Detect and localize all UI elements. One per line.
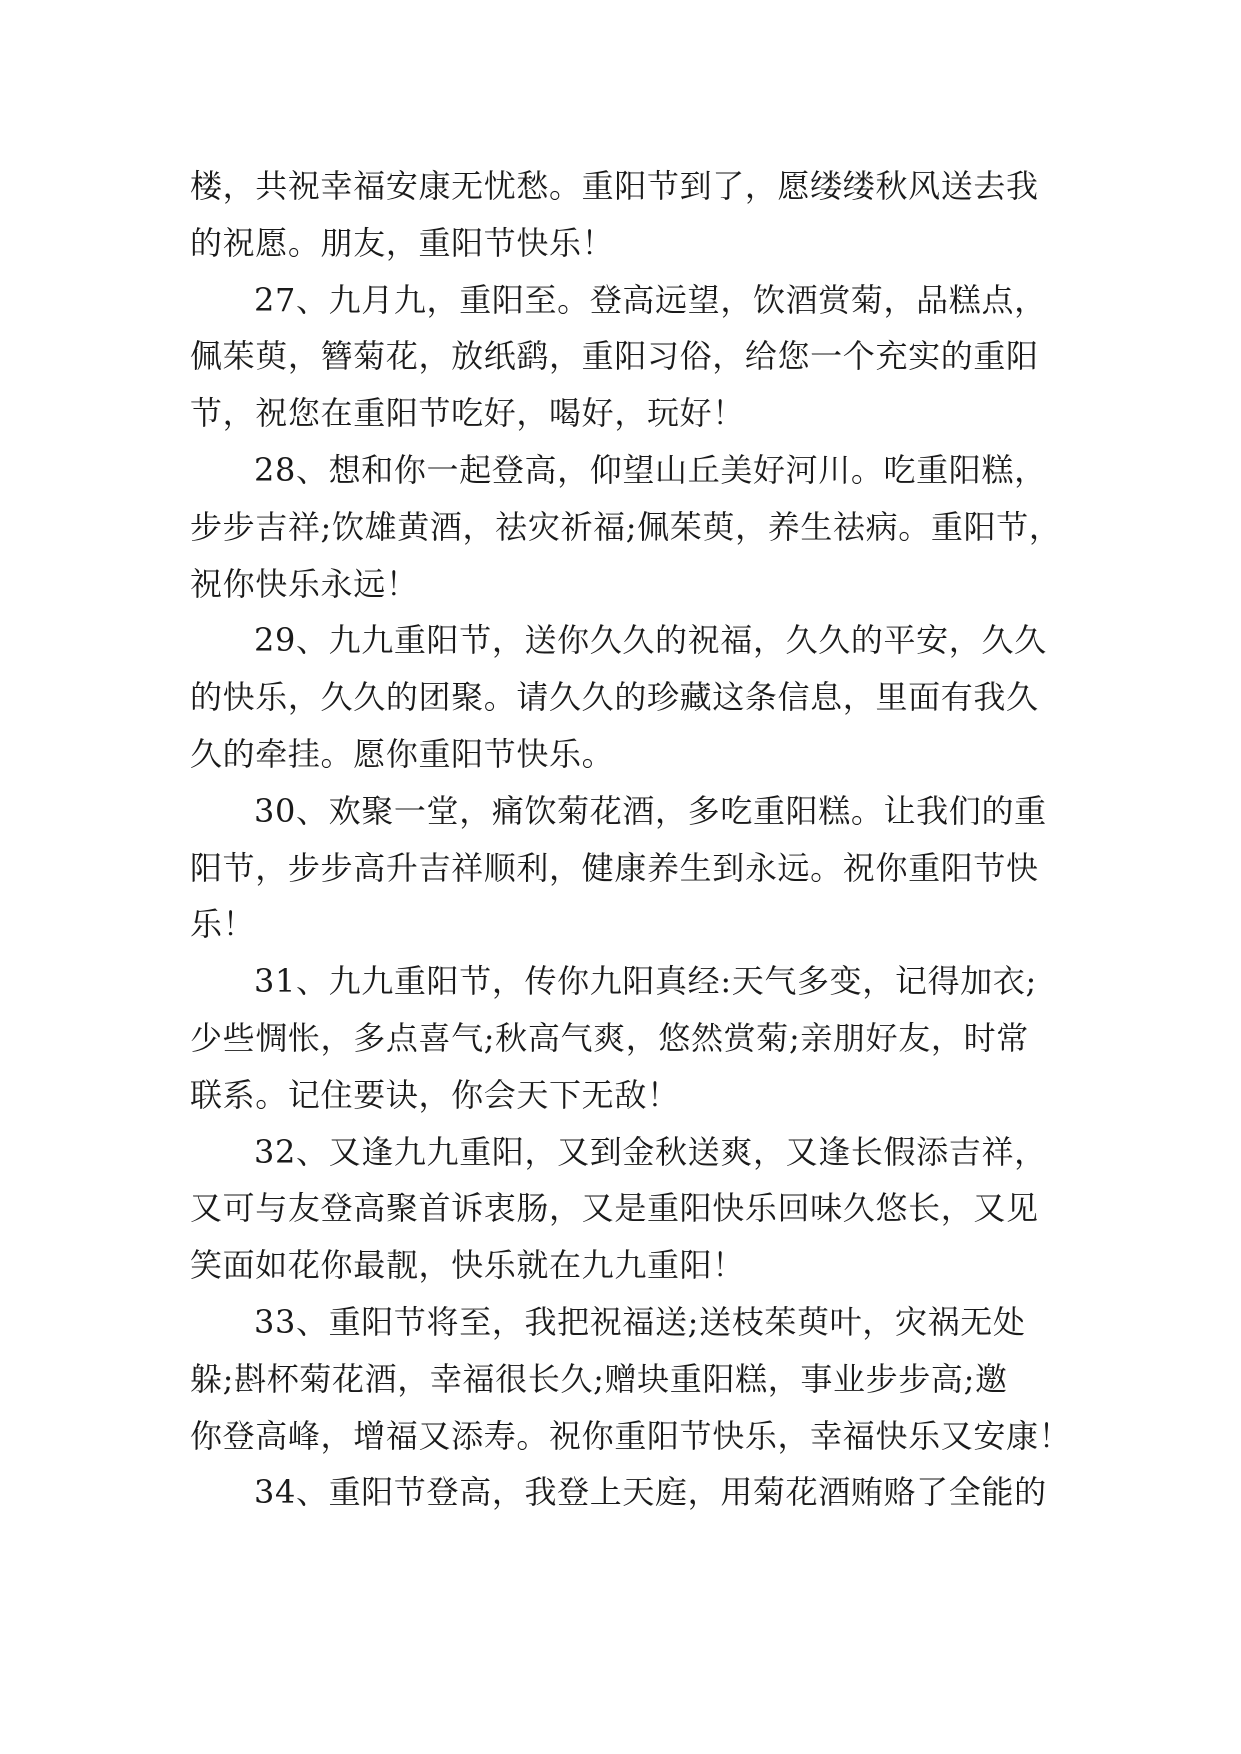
text-line-item-28: 28、想和你一起登高，仰望山丘美好河川。吃重阳糕，: [254, 450, 1047, 489]
text-line: 节，祝您在重阳节吃好，喝好，玩好！: [190, 394, 745, 433]
text-line-item-30: 30、欢聚一堂，痛饮菊花酒，多吃重阳糕。让我们的重: [254, 791, 1047, 830]
text-line: 阳节，步步高升吉祥顺利，健康养生到永远。祝你重阳节快: [190, 848, 1039, 887]
text-line: 佩茱萸，簪菊花，放纸鹞，重阳习俗，给您一个充实的重阳: [190, 337, 1039, 376]
text-line: 久的牵挂。愿你重阳节快乐。: [190, 734, 615, 773]
text-line: 联系。记住要诀，你会天下无敌！: [190, 1075, 680, 1114]
text-line: 躲;斟杯菊花酒，幸福很长久;赠块重阳糕，事业步步高;邀: [190, 1359, 1008, 1398]
text-line: 步步吉祥;饮雄黄酒，祛灾祈福;佩茱萸，养生祛病。重阳节，: [190, 507, 1062, 546]
body-text: [190, 158, 1072, 1521]
text-line-item-33: 33、重阳节将至，我把祝福送;送枝茱萸叶，灾祸无处: [254, 1302, 1026, 1341]
text-line-item-29: 29、九九重阳节，送你久久的祝福，久久的平安，久久: [254, 621, 1047, 660]
text-line: 又可与友登高聚首诉衷肠，又是重阳快乐回味久悠长，又见: [190, 1189, 1039, 1228]
text-line: 笑面如花你最靓，快乐就在九九重阳！: [190, 1246, 745, 1285]
text-line-item-32: 32、又逢九九重阳，又到金秋送爽，又逢长假添吉祥，: [254, 1132, 1047, 1171]
text-line: 的快乐，久久的团聚。请久久的珍藏这条信息，里面有我久: [190, 678, 1039, 717]
text-line: 的祝愿。朋友，重阳节快乐！: [190, 223, 615, 262]
text-line-item-27: 27、九月九，重阳至。登高远望，饮酒赏菊，品糕点，: [254, 280, 1047, 319]
text-line-item-34: 34、重阳节登高，我登上天庭，用菊花酒贿赂了全能的: [254, 1473, 1047, 1512]
text-line: 你登高峰，增福又添寿。祝你重阳节快乐，幸福快乐又安康！: [190, 1416, 1072, 1455]
text-line: 乐！: [190, 905, 256, 944]
text-line: 少些惆怅，多点喜气;秋高气爽，悠然赏菊;亲朋好友，时常: [190, 1018, 1029, 1057]
text-line: 祝你快乐永远！: [190, 564, 419, 603]
text-line-item-31: 31、九九重阳节，传你九阳真经:天气多变，记得加衣;: [254, 962, 1037, 1001]
text-line: 楼，共祝幸福安康无忧愁。重阳节到了，愿缕缕秋风送去我: [190, 167, 1039, 205]
